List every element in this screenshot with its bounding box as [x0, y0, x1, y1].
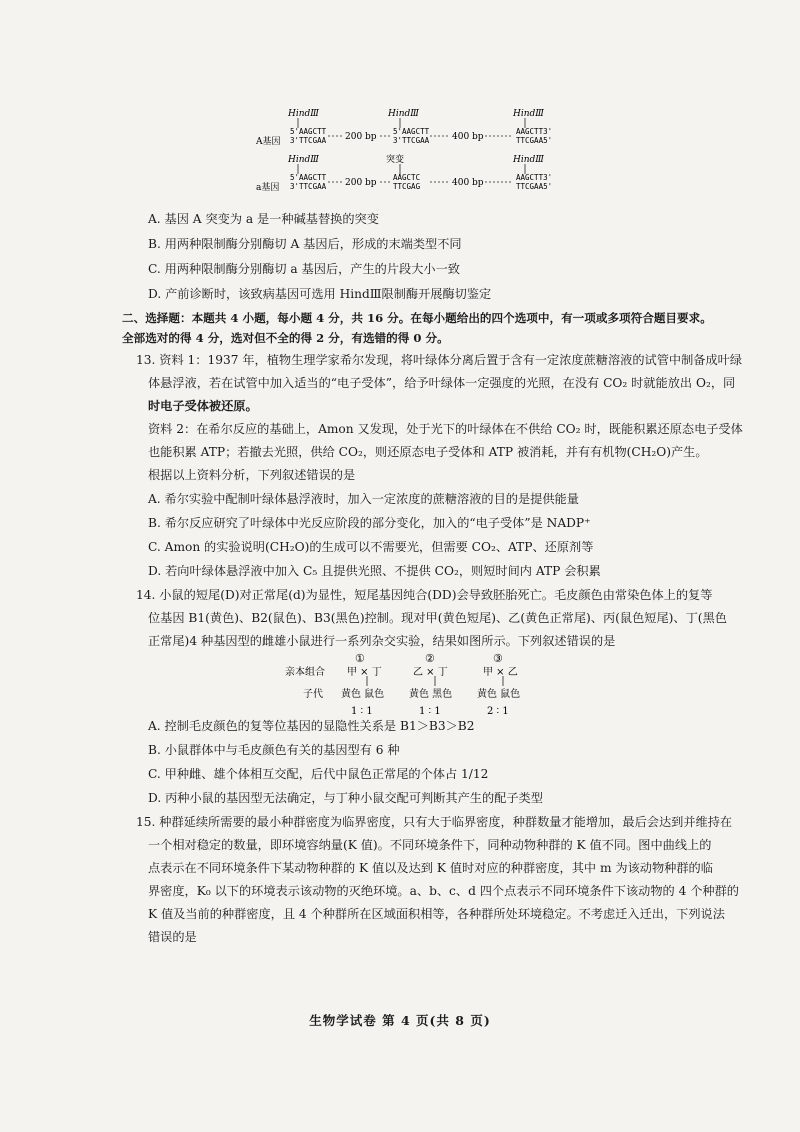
seq-bottom-left: 3'TTCGAA [290, 136, 327, 145]
q13-line-4: 资料 2：在希尔反应的基础上，Amon 又发现，处于光下的叶绿体在不供给 CO₂ 时，既能积累还原态电子受体 [148, 422, 743, 436]
cross-1-offspring: 黄色 鼠色 [341, 689, 385, 700]
q15-line-1: 15. 种群延续所需要的最小种群密度为临界密度，只有大于临界密度，种群数量才能增加，最后会达到并维持在 [136, 815, 733, 829]
dist-1-top: 200 bp [345, 132, 377, 142]
cross-3-parents: 甲 × 乙 [483, 667, 518, 678]
q13-option-a: A. 希尔实验中配制叶绿体悬浮液时，加入一定浓度的蔗糖溶液的目的是提供能量 [148, 492, 579, 506]
q14-option-d: D. 丙种小鼠的基因型无法确定，与丁种小鼠交配可判断其产生的配子类型 [148, 791, 543, 805]
dist-1-bottom: 200 bp [345, 178, 377, 188]
gene-diagram-svg [250, 108, 580, 198]
q14-line-1: 14. 小鼠的短尾(D)对正常尾(d)为显性，短尾基因纯合(DD)会导致胚胎死亡。毛皮颜色由常染色体上的复等 [136, 588, 713, 602]
parent-label: 亲本组合 [285, 667, 325, 678]
site-label-5: HindⅢ [513, 155, 544, 165]
q12-option-a: A. 基因 A 突变为 a 是一种碱基替换的突变 [148, 212, 379, 226]
q12-option-c: C. 用两种限制酶分别酶切 a 基因后，产生的片段大小一致 [148, 262, 460, 276]
site-label-3: HindⅢ [513, 109, 544, 119]
gene-restriction-diagram [250, 108, 580, 198]
page-footer: 生物学试卷 第 4 页(共 8 页) [309, 1013, 491, 1028]
site-label-4: HindⅢ [288, 155, 319, 165]
q15-line-3: 点表示在不同环境条件下某动物种群的 K 值以及达到 K 值时对应的种群密度，其中 m 为该动物种群的临 [148, 861, 713, 875]
q15-line-5: K 值及当前的种群密度，且 4 个种群所在区域面积相等，各种群所处环境稳定。不考虑迁入迁出，下列说法 [148, 907, 725, 921]
q13-line-2: 体悬浮液，若在试管中加入适当的“电子受体”，给予叶绿体一定强度的光照，在没有 CO₂ 时就能放出 O₂，同 [148, 376, 736, 390]
a-seq-bottom-left: 3'TTCGAA [290, 182, 327, 191]
q14-option-b: B. 小鼠群体中与毛皮颜色有关的基因型有 6 种 [148, 743, 400, 757]
dist-2-top: 400 bp [452, 132, 484, 142]
section2-heading: 二、选择题：本题共 4 小题，每小题 4 分，共 16 分。在每小题给出的四个选项中，有一项或多项符合题目要求。 [122, 311, 712, 325]
seq-top-mid: 5'AAGCTT [393, 127, 430, 136]
section2-scoring: 全部选对的得 4 分，选对但不全的得 2 分，有选错的得 0 分。 [122, 331, 449, 345]
q15-line-6: 错误的是 [148, 930, 197, 944]
cross-2-ratio: 1 ∶ 1 [419, 706, 441, 717]
a-seq-top-right: AAGCTT3' [516, 173, 553, 182]
q13-line-3: 时电子受体被还原。 [148, 399, 258, 413]
q13-option-b: B. 希尔反应研究了叶绿体中光反应阶段的部分变化，加入的“电子受体”是 NADP⁺ [148, 516, 591, 530]
site-label-2: HindⅢ [388, 109, 419, 119]
cross-2-parents: 乙 × 丁 [413, 667, 448, 678]
q15-line-2: 一个相对稳定的数量，即环境容纳量(K 值)。不同环境条件下，同种动物种群的 K 值不同。图中曲线上的 [148, 838, 712, 852]
mut-seq-bottom: TTCGAG [393, 182, 421, 191]
q12-option-b: B. 用两种限制酶分别酶切 A 基因后，形成的末端类型不同 [148, 237, 462, 251]
cross-1-ratio: 1 ∶ 1 [351, 706, 373, 717]
seq-top-left: 5'AAGCTT [290, 127, 327, 136]
q13-option-c: C. Amon 的实验说明(CH₂O)的生成可以不需要光，但需要 CO₂、ATP、还原剂等 [148, 540, 594, 554]
a-lower-gene-label: a基因 [256, 183, 280, 193]
cross-3-number: ③ [493, 652, 503, 665]
q14-option-c: C. 甲种雌、雄个体相互交配，后代中鼠色正常尾的个体占 1/12 [148, 767, 489, 781]
site-label-1: HindⅢ [288, 109, 319, 119]
cross-1-parents: 甲 × 丁 [347, 667, 382, 678]
mut-seq-top: AAGCTC [393, 173, 421, 182]
cross-3-ratio: 2 ∶ 1 [487, 706, 509, 717]
cross-diagram-svg [285, 652, 565, 724]
seq-bottom-mid: 3'TTCGAA [393, 136, 430, 145]
q14-line-2: 位基因 B1(黄色)、B2(鼠色)、B3(黑色)控制。现对甲(黄色短尾)、乙(黄色正常尾)、丙(鼠色短尾)、丁(黑色 [148, 611, 727, 625]
q15-line-4: 界密度，K₀ 以下的环境表示该动物的灭绝环境。a、b、c、d 四个点表示不同环境条件下该动物的 4 个种群的 [148, 884, 739, 898]
q13-line-1: 13. 资料 1：1937 年，植物生理学家希尔发现，将叶绿体分离后置于含有一定浓度蔗糖溶液的试管中制备成叶绿 [136, 353, 743, 367]
q13-line-6: 根据以上资料分析，下列叙述错误的是 [148, 468, 356, 482]
dist-2-bottom: 400 bp [452, 178, 484, 188]
cross-3-offspring: 黄色 鼠色 [477, 689, 521, 700]
cross-1-number: ① [355, 652, 365, 665]
a-seq-bottom-right: TTCGAA5' [516, 182, 553, 191]
q14-line-3: 正常尾)4 种基因型的雌雄小鼠进行一系列杂交实验，结果如图所示。下列叙述错误的是 [148, 634, 616, 648]
cross-diagram [285, 652, 565, 724]
a-seq-top-left: 5'AAGCTT [290, 173, 327, 182]
seq-bottom-right: TTCGAA5' [516, 136, 553, 145]
cross-2-offspring: 黄色 黑色 [409, 689, 453, 700]
offspring-label: 子代 [303, 689, 323, 700]
q14-option-a: A. 控制毛皮颜色的复等位基因的显隐性关系是 B1＞B3＞B2 [148, 719, 475, 733]
cross-2-number: ② [425, 652, 435, 665]
a-gene-label: A基因 [256, 137, 281, 147]
q12-option-d: D. 产前诊断时，该致病基因可选用 HindⅢ限制酶开展酶切鉴定 [148, 287, 492, 301]
seq-top-right: AAGCTT3' [516, 127, 553, 136]
mutation-label: 突变 [386, 155, 405, 165]
q13-line-5: 也能积累 ATP；若撤去光照，供给 CO₂，则还原态电子受体和 ATP 被消耗，并有有机物(CH₂O)产生。 [148, 445, 708, 459]
q13-option-d: D. 若向叶绿体悬浮液中加入 C₅ 且提供光照、不提供 CO₂，则短时间内 ATP 会积累 [148, 564, 601, 578]
